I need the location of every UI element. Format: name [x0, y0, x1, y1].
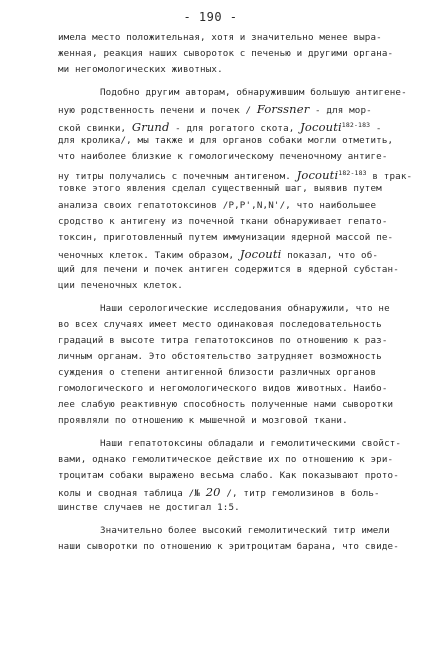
text-line: [58, 365, 398, 381]
text-segment: что наиболее близкие к гомологическому печеночному антиге-: [58, 151, 388, 163]
text-line: [58, 500, 398, 516]
text-line: [58, 246, 398, 262]
text-line: [100, 301, 398, 317]
text-segment: - для рогатого скота,: [169, 123, 301, 135]
text-line: [58, 317, 398, 333]
text-segment: наши сыворотки по отношению к эритроцитам барана, что свиде-: [58, 541, 399, 552]
text-line: [58, 198, 398, 214]
text-segment: лее слабую реактивную способность полученные нами сыворотки: [58, 399, 394, 411]
text-segment: градаций в высоте титра гепатотоксинов по отношению к раз-: [58, 334, 388, 346]
text-line: [58, 484, 398, 500]
handwritten-insert: 20: [205, 485, 221, 500]
handwritten-insert: Grund: [131, 120, 170, 135]
text-segment: товке этого явления сделал существенный шаг, выявив путем: [58, 183, 382, 195]
text-line: [58, 452, 398, 468]
text-segment: ну титры получались с почечным антигеном.: [58, 171, 297, 183]
text-line: [58, 133, 398, 149]
text-segment: женная, реакция наших сывороток с печенью и другими органа-: [58, 48, 394, 60]
text-segment: троцитам собаки выражено весьма слабо. Как показывают прото-: [58, 470, 399, 482]
text-line: [58, 101, 398, 117]
text-line: [100, 436, 402, 452]
text-segment: ской свинки,: [58, 123, 132, 135]
text-line: [58, 349, 398, 365]
text-line: [58, 413, 398, 429]
text-line: [58, 117, 398, 133]
text-segment: Значительно более высокий гемолитический титр имели: [100, 524, 390, 536]
text-segment: /, титр гемолизинов в боль-: [220, 488, 380, 500]
text-segment: суждения о степени антигенной близости различных органов: [58, 367, 377, 378]
handwritten-insert: Jocouti: [300, 120, 342, 135]
text-segment: Наши гепатотоксины обладали и гемолитическими свойст-: [100, 437, 402, 449]
text-segment: колы и сводная таблица /№: [58, 488, 206, 500]
text-segment: щий для печени и почек антиген содержится в ядерной субстан-: [58, 263, 399, 275]
text-segment: проявляли по отношению к мышечной и мозговой ткани.: [58, 415, 348, 427]
text-segment: гомологического и негомологического видов животных. Наибо-: [58, 383, 388, 395]
text-line: [58, 278, 398, 294]
text-segment: токсин, приготовленный путем иммунизации ядерной массой пе-: [58, 231, 394, 243]
text-line: [58, 46, 398, 62]
text-segment: для кролика/, мы также и для органов собаки могли отметить,: [58, 135, 394, 147]
text-segment: ми негомологических животных.: [58, 64, 223, 76]
text-segment: в трак-: [366, 171, 413, 183]
text-segment: показал, что об-: [281, 249, 379, 261]
text-line: [58, 262, 398, 278]
text-line: [100, 523, 398, 539]
text-line: [58, 333, 398, 349]
text-line: [58, 397, 398, 413]
text-line: [58, 468, 398, 484]
text-line: [58, 30, 398, 46]
text-segment: вами, однако гемолитическое действие их по отношению к эри-: [58, 454, 394, 465]
text-line: [58, 62, 398, 78]
text-line: [58, 214, 398, 230]
text-segment: ции печеночных клеток.: [58, 280, 183, 291]
text-segment: - для мор-: [309, 104, 372, 116]
text-line: [58, 149, 398, 165]
page-number: - 190 -: [183, 10, 238, 24]
text-line: [58, 181, 398, 197]
handwritten-insert: Jocouti: [239, 246, 282, 261]
handwritten-insert: Jocouti: [296, 168, 339, 183]
handwritten-insert: Forssner: [256, 101, 310, 116]
text-line: [58, 230, 398, 246]
text-segment: сродство к антигену из почечной ткани обнаруживает гепато-: [58, 215, 388, 227]
text-line: [58, 165, 413, 183]
text-segment: шинстве случаев не достигал 1:5.: [58, 502, 240, 514]
reference-superscript: 182-183: [341, 121, 371, 129]
text-line: [100, 85, 407, 101]
text-segment: Подобно другим авторам, обнаружившим большую антигене-: [100, 86, 407, 98]
text-segment: -: [370, 123, 382, 135]
text-segment: анализа своих гепатотоксинов /P,P',N,N'/, что наибольшее: [58, 199, 377, 211]
text-line: [58, 381, 398, 397]
text-segment: ченочных клеток. Таким образом,: [58, 249, 240, 261]
text-line: [58, 539, 398, 555]
reference-superscript: 182-183: [338, 169, 367, 178]
text-segment: имела место положительная, хотя и значительно менее выра-: [58, 32, 382, 43]
text-segment: ную родственность печени и почек /: [58, 104, 257, 116]
text-segment: во всех случаях имеет место одинаковая последовательность: [58, 318, 382, 330]
text-segment: Наши серологические исследования обнаружили, что не: [100, 302, 390, 314]
text-segment: личным органам. Это обстоятельство затрудняет возможность: [58, 350, 382, 362]
